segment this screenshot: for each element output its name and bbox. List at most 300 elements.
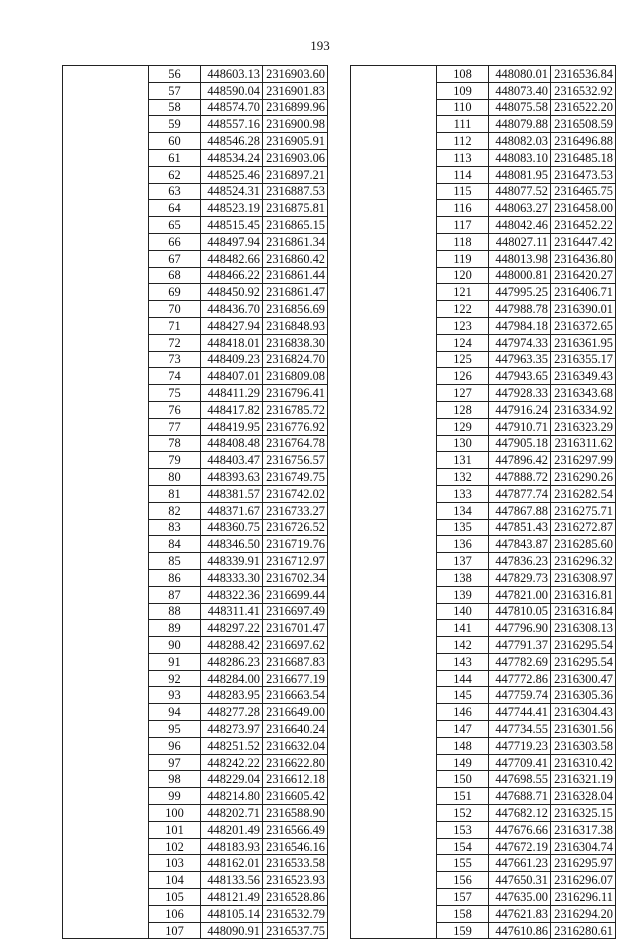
x-coordinate-cell: 447821.00 xyxy=(489,586,551,603)
y-coordinate-cell: 2316290.26 xyxy=(551,469,616,486)
x-coordinate-cell: 448297.22 xyxy=(201,620,263,637)
x-coordinate-cell: 447698.55 xyxy=(489,771,551,788)
y-coordinate-cell: 2316546.16 xyxy=(263,838,328,855)
y-coordinate-cell: 2316325.15 xyxy=(551,805,616,822)
point-number-cell: 83 xyxy=(149,519,201,536)
x-coordinate-cell: 448027.11 xyxy=(489,233,551,250)
y-coordinate-cell: 2316899.96 xyxy=(263,99,328,116)
y-coordinate-cell: 2316719.76 xyxy=(263,536,328,553)
y-coordinate-cell: 2316300.47 xyxy=(551,670,616,687)
x-coordinate-cell: 448333.30 xyxy=(201,569,263,586)
y-coordinate-cell: 2316294.20 xyxy=(551,905,616,922)
y-coordinate-cell: 2316447.42 xyxy=(551,233,616,250)
point-number-cell: 87 xyxy=(149,586,201,603)
y-coordinate-cell: 2316295.54 xyxy=(551,653,616,670)
point-number-cell: 156 xyxy=(437,872,489,889)
point-number-cell: 123 xyxy=(437,317,489,334)
point-number-cell: 85 xyxy=(149,553,201,570)
y-coordinate-cell: 2316496.88 xyxy=(551,133,616,150)
x-coordinate-cell: 447984.18 xyxy=(489,317,551,334)
x-coordinate-cell: 448080.01 xyxy=(489,66,551,83)
x-coordinate-cell: 448418.01 xyxy=(201,334,263,351)
point-number-cell: 64 xyxy=(149,200,201,217)
y-coordinate-cell: 2316887.53 xyxy=(263,183,328,200)
y-coordinate-cell: 2316406.71 xyxy=(551,284,616,301)
point-number-cell: 145 xyxy=(437,687,489,704)
point-number-cell: 81 xyxy=(149,485,201,502)
x-coordinate-cell: 447719.23 xyxy=(489,737,551,754)
point-number-cell: 62 xyxy=(149,166,201,183)
x-coordinate-cell: 448133.56 xyxy=(201,872,263,889)
x-coordinate-cell: 447995.25 xyxy=(489,284,551,301)
point-number-cell: 146 xyxy=(437,704,489,721)
x-coordinate-cell: 448075.58 xyxy=(489,99,551,116)
y-coordinate-cell: 2316301.56 xyxy=(551,721,616,738)
x-coordinate-cell: 447836.23 xyxy=(489,553,551,570)
x-coordinate-cell: 448523.19 xyxy=(201,200,263,217)
x-coordinate-cell: 448450.92 xyxy=(201,284,263,301)
point-number-cell: 71 xyxy=(149,317,201,334)
y-coordinate-cell: 2316901.83 xyxy=(263,82,328,99)
x-coordinate-cell: 448409.23 xyxy=(201,351,263,368)
y-coordinate-cell: 2316285.60 xyxy=(551,536,616,553)
x-coordinate-cell: 447851.43 xyxy=(489,519,551,536)
x-coordinate-cell: 448482.66 xyxy=(201,250,263,267)
y-coordinate-cell: 2316465.75 xyxy=(551,183,616,200)
point-number-cell: 99 xyxy=(149,788,201,805)
x-coordinate-cell: 448229.04 xyxy=(201,771,263,788)
y-coordinate-cell: 2316361.95 xyxy=(551,334,616,351)
x-coordinate-cell: 448077.52 xyxy=(489,183,551,200)
x-coordinate-cell: 447963.35 xyxy=(489,351,551,368)
point-number-cell: 67 xyxy=(149,250,201,267)
point-number-cell: 57 xyxy=(149,82,201,99)
point-number-cell: 98 xyxy=(149,771,201,788)
x-coordinate-cell: 448574.70 xyxy=(201,99,263,116)
y-coordinate-cell: 2316733.27 xyxy=(263,502,328,519)
point-number-cell: 155 xyxy=(437,855,489,872)
x-coordinate-cell: 447810.05 xyxy=(489,603,551,620)
y-coordinate-cell: 2316726.52 xyxy=(263,519,328,536)
x-coordinate-cell: 447974.33 xyxy=(489,334,551,351)
x-coordinate-cell: 448251.52 xyxy=(201,737,263,754)
point-number-cell: 84 xyxy=(149,536,201,553)
x-coordinate-cell: 448081.95 xyxy=(489,166,551,183)
point-number-cell: 137 xyxy=(437,553,489,570)
x-coordinate-cell: 447888.72 xyxy=(489,469,551,486)
x-coordinate-cell: 448408.48 xyxy=(201,435,263,452)
point-number-cell: 142 xyxy=(437,637,489,654)
point-number-cell: 144 xyxy=(437,670,489,687)
x-coordinate-cell: 448524.31 xyxy=(201,183,263,200)
x-coordinate-cell: 447796.90 xyxy=(489,620,551,637)
y-coordinate-cell: 2316905.91 xyxy=(263,133,328,150)
y-coordinate-cell: 2316328.04 xyxy=(551,788,616,805)
point-number-cell: 158 xyxy=(437,905,489,922)
y-coordinate-cell: 2316687.83 xyxy=(263,653,328,670)
x-coordinate-cell: 447759.74 xyxy=(489,687,551,704)
point-number-cell: 132 xyxy=(437,469,489,486)
y-coordinate-cell: 2316588.90 xyxy=(263,805,328,822)
point-number-cell: 157 xyxy=(437,889,489,906)
point-number-cell: 110 xyxy=(437,99,489,116)
point-number-cell: 133 xyxy=(437,485,489,502)
x-coordinate-cell: 447782.69 xyxy=(489,653,551,670)
point-number-cell: 86 xyxy=(149,569,201,586)
point-number-cell: 139 xyxy=(437,586,489,603)
point-number-cell: 153 xyxy=(437,821,489,838)
point-number-cell: 69 xyxy=(149,284,201,301)
point-number-cell: 77 xyxy=(149,418,201,435)
y-coordinate-cell: 2316848.93 xyxy=(263,317,328,334)
page-number: 193 xyxy=(310,38,330,53)
point-number-cell: 130 xyxy=(437,435,489,452)
point-number-cell: 88 xyxy=(149,603,201,620)
point-number-cell: 94 xyxy=(149,704,201,721)
y-coordinate-cell: 2316280.61 xyxy=(551,922,616,939)
y-coordinate-cell: 2316458.00 xyxy=(551,200,616,217)
x-coordinate-cell: 448436.70 xyxy=(201,301,263,318)
y-coordinate-cell: 2316702.34 xyxy=(263,569,328,586)
y-coordinate-cell: 2316334.92 xyxy=(551,401,616,418)
point-number-cell: 97 xyxy=(149,754,201,771)
x-coordinate-cell: 448525.46 xyxy=(201,166,263,183)
point-number-cell: 101 xyxy=(149,821,201,838)
point-number-cell: 147 xyxy=(437,721,489,738)
point-number-cell: 70 xyxy=(149,301,201,318)
x-coordinate-cell: 448079.88 xyxy=(489,116,551,133)
point-number-cell: 72 xyxy=(149,334,201,351)
x-coordinate-cell: 447650.31 xyxy=(489,872,551,889)
point-number-cell: 61 xyxy=(149,149,201,166)
x-coordinate-cell: 448162.01 xyxy=(201,855,263,872)
point-number-cell: 109 xyxy=(437,82,489,99)
x-coordinate-cell: 448214.80 xyxy=(201,788,263,805)
y-coordinate-cell: 2316296.07 xyxy=(551,872,616,889)
point-number-cell: 95 xyxy=(149,721,201,738)
point-number-cell: 116 xyxy=(437,200,489,217)
x-coordinate-cell: 448013.98 xyxy=(489,250,551,267)
table-row xyxy=(351,66,616,83)
y-coordinate-cell: 2316861.44 xyxy=(263,267,328,284)
y-coordinate-cell: 2316311.62 xyxy=(551,435,616,452)
x-coordinate-cell: 448286.23 xyxy=(201,653,263,670)
x-coordinate-cell: 448083.10 xyxy=(489,149,551,166)
point-number-cell: 114 xyxy=(437,166,489,183)
point-number-cell: 79 xyxy=(149,452,201,469)
x-coordinate-cell: 447791.37 xyxy=(489,637,551,654)
point-number-cell: 111 xyxy=(437,116,489,133)
y-coordinate-cell: 2316742.02 xyxy=(263,485,328,502)
y-coordinate-cell: 2316295.54 xyxy=(551,637,616,654)
y-coordinate-cell: 2316372.65 xyxy=(551,317,616,334)
y-coordinate-cell: 2316532.79 xyxy=(263,905,328,922)
x-coordinate-cell: 447672.19 xyxy=(489,838,551,855)
x-coordinate-cell: 447943.65 xyxy=(489,368,551,385)
y-coordinate-cell: 2316272.87 xyxy=(551,519,616,536)
x-coordinate-cell: 448546.28 xyxy=(201,133,263,150)
y-coordinate-cell: 2316473.53 xyxy=(551,166,616,183)
y-coordinate-cell: 2316304.43 xyxy=(551,704,616,721)
y-coordinate-cell: 2316756.57 xyxy=(263,452,328,469)
point-number-cell: 103 xyxy=(149,855,201,872)
x-coordinate-cell: 448427.94 xyxy=(201,317,263,334)
point-number-cell: 149 xyxy=(437,754,489,771)
x-coordinate-cell: 447905.18 xyxy=(489,435,551,452)
y-coordinate-cell: 2316295.97 xyxy=(551,855,616,872)
coordinate-table-left xyxy=(62,65,328,939)
x-coordinate-cell: 448515.45 xyxy=(201,217,263,234)
y-coordinate-cell: 2316838.30 xyxy=(263,334,328,351)
y-coordinate-cell: 2316349.43 xyxy=(551,368,616,385)
y-coordinate-cell: 2316900.98 xyxy=(263,116,328,133)
y-coordinate-cell: 2316343.68 xyxy=(551,385,616,402)
x-coordinate-cell: 448082.03 xyxy=(489,133,551,150)
point-number-cell: 80 xyxy=(149,469,201,486)
point-number-cell: 125 xyxy=(437,351,489,368)
point-number-cell: 126 xyxy=(437,368,489,385)
point-number-cell: 121 xyxy=(437,284,489,301)
y-coordinate-cell: 2316796.41 xyxy=(263,385,328,402)
x-coordinate-cell: 448063.27 xyxy=(489,200,551,217)
x-coordinate-cell: 447734.55 xyxy=(489,721,551,738)
point-number-cell: 104 xyxy=(149,872,201,889)
y-coordinate-cell: 2316537.75 xyxy=(263,922,328,939)
point-number-cell: 56 xyxy=(149,66,201,83)
y-coordinate-cell: 2316697.49 xyxy=(263,603,328,620)
blank-column-cell xyxy=(63,66,149,939)
point-number-cell: 59 xyxy=(149,116,201,133)
y-coordinate-cell: 2316532.92 xyxy=(551,82,616,99)
point-number-cell: 128 xyxy=(437,401,489,418)
point-number-cell: 117 xyxy=(437,217,489,234)
y-coordinate-cell: 2316523.93 xyxy=(263,872,328,889)
point-number-cell: 129 xyxy=(437,418,489,435)
y-coordinate-cell: 2316697.62 xyxy=(263,637,328,654)
point-number-cell: 127 xyxy=(437,385,489,402)
point-number-cell: 91 xyxy=(149,653,201,670)
x-coordinate-cell: 448419.95 xyxy=(201,418,263,435)
point-number-cell: 151 xyxy=(437,788,489,805)
y-coordinate-cell: 2316452.22 xyxy=(551,217,616,234)
y-coordinate-cell: 2316436.80 xyxy=(551,250,616,267)
x-coordinate-cell: 447610.86 xyxy=(489,922,551,939)
point-number-cell: 150 xyxy=(437,771,489,788)
x-coordinate-cell: 448042.46 xyxy=(489,217,551,234)
y-coordinate-cell: 2316522.20 xyxy=(551,99,616,116)
y-coordinate-cell: 2316776.92 xyxy=(263,418,328,435)
x-coordinate-cell: 448497.94 xyxy=(201,233,263,250)
x-coordinate-cell: 448201.49 xyxy=(201,821,263,838)
x-coordinate-cell: 448360.75 xyxy=(201,519,263,536)
point-number-cell: 75 xyxy=(149,385,201,402)
y-coordinate-cell: 2316612.18 xyxy=(263,771,328,788)
x-coordinate-cell: 447661.23 xyxy=(489,855,551,872)
point-number-cell: 60 xyxy=(149,133,201,150)
x-coordinate-cell: 447744.41 xyxy=(489,704,551,721)
x-coordinate-cell: 448073.40 xyxy=(489,82,551,99)
x-coordinate-cell: 447829.73 xyxy=(489,569,551,586)
point-number-cell: 78 xyxy=(149,435,201,452)
x-coordinate-cell: 448411.29 xyxy=(201,385,263,402)
point-number-cell: 82 xyxy=(149,502,201,519)
y-coordinate-cell: 2316875.81 xyxy=(263,200,328,217)
point-number-cell: 89 xyxy=(149,620,201,637)
x-coordinate-cell: 448322.36 xyxy=(201,586,263,603)
point-number-cell: 92 xyxy=(149,670,201,687)
y-coordinate-cell: 2316712.97 xyxy=(263,553,328,570)
point-number-cell: 122 xyxy=(437,301,489,318)
y-coordinate-cell: 2316809.08 xyxy=(263,368,328,385)
x-coordinate-cell: 448557.16 xyxy=(201,116,263,133)
point-number-cell: 107 xyxy=(149,922,201,939)
y-coordinate-cell: 2316317.38 xyxy=(551,821,616,838)
point-number-cell: 154 xyxy=(437,838,489,855)
x-coordinate-cell: 448534.24 xyxy=(201,149,263,166)
y-coordinate-cell: 2316861.47 xyxy=(263,284,328,301)
y-coordinate-cell: 2316508.59 xyxy=(551,116,616,133)
x-coordinate-cell: 448371.67 xyxy=(201,502,263,519)
y-coordinate-cell: 2316323.29 xyxy=(551,418,616,435)
x-coordinate-cell: 448090.91 xyxy=(201,922,263,939)
point-number-cell: 152 xyxy=(437,805,489,822)
y-coordinate-cell: 2316310.42 xyxy=(551,754,616,771)
y-coordinate-cell: 2316897.21 xyxy=(263,166,328,183)
y-coordinate-cell: 2316316.81 xyxy=(551,586,616,603)
blank-column-cell xyxy=(351,66,437,939)
y-coordinate-cell: 2316632.04 xyxy=(263,737,328,754)
x-coordinate-cell: 447867.88 xyxy=(489,502,551,519)
point-number-cell: 106 xyxy=(149,905,201,922)
y-coordinate-cell: 2316785.72 xyxy=(263,401,328,418)
x-coordinate-cell: 448590.04 xyxy=(201,82,263,99)
x-coordinate-cell: 447635.00 xyxy=(489,889,551,906)
table-row xyxy=(63,66,328,83)
y-coordinate-cell: 2316308.13 xyxy=(551,620,616,637)
y-coordinate-cell: 2316861.34 xyxy=(263,233,328,250)
point-number-cell: 140 xyxy=(437,603,489,620)
x-coordinate-cell: 448339.91 xyxy=(201,553,263,570)
y-coordinate-cell: 2316420.27 xyxy=(551,267,616,284)
point-number-cell: 134 xyxy=(437,502,489,519)
y-coordinate-cell: 2316355.17 xyxy=(551,351,616,368)
y-coordinate-cell: 2316663.54 xyxy=(263,687,328,704)
coordinate-table-right xyxy=(350,65,616,939)
y-coordinate-cell: 2316316.84 xyxy=(551,603,616,620)
point-number-cell: 135 xyxy=(437,519,489,536)
x-coordinate-cell: 447916.24 xyxy=(489,401,551,418)
point-number-cell: 131 xyxy=(437,452,489,469)
point-number-cell: 68 xyxy=(149,267,201,284)
x-coordinate-cell: 448288.42 xyxy=(201,637,263,654)
x-coordinate-cell: 448603.13 xyxy=(201,66,263,83)
point-number-cell: 93 xyxy=(149,687,201,704)
y-coordinate-cell: 2316321.19 xyxy=(551,771,616,788)
y-coordinate-cell: 2316824.70 xyxy=(263,351,328,368)
x-coordinate-cell: 448407.01 xyxy=(201,368,263,385)
y-coordinate-cell: 2316485.18 xyxy=(551,149,616,166)
x-coordinate-cell: 447621.83 xyxy=(489,905,551,922)
y-coordinate-cell: 2316640.24 xyxy=(263,721,328,738)
y-coordinate-cell: 2316903.06 xyxy=(263,149,328,166)
y-coordinate-cell: 2316860.42 xyxy=(263,250,328,267)
point-number-cell: 66 xyxy=(149,233,201,250)
y-coordinate-cell: 2316304.74 xyxy=(551,838,616,855)
x-coordinate-cell: 448202.71 xyxy=(201,805,263,822)
point-number-cell: 120 xyxy=(437,267,489,284)
y-coordinate-cell: 2316622.80 xyxy=(263,754,328,771)
x-coordinate-cell: 448284.00 xyxy=(201,670,263,687)
x-coordinate-cell: 448000.81 xyxy=(489,267,551,284)
x-coordinate-cell: 448311.41 xyxy=(201,603,263,620)
x-coordinate-cell: 447688.71 xyxy=(489,788,551,805)
y-coordinate-cell: 2316749.75 xyxy=(263,469,328,486)
x-coordinate-cell: 448417.82 xyxy=(201,401,263,418)
x-coordinate-cell: 448283.95 xyxy=(201,687,263,704)
x-coordinate-cell: 448381.57 xyxy=(201,485,263,502)
y-coordinate-cell: 2316764.78 xyxy=(263,435,328,452)
x-coordinate-cell: 447772.86 xyxy=(489,670,551,687)
x-coordinate-cell: 448105.14 xyxy=(201,905,263,922)
x-coordinate-cell: 447877.74 xyxy=(489,485,551,502)
y-coordinate-cell: 2316308.97 xyxy=(551,569,616,586)
x-coordinate-cell: 448183.93 xyxy=(201,838,263,855)
point-number-cell: 108 xyxy=(437,66,489,83)
point-number-cell: 143 xyxy=(437,653,489,670)
y-coordinate-cell: 2316533.58 xyxy=(263,855,328,872)
x-coordinate-cell: 448273.97 xyxy=(201,721,263,738)
point-number-cell: 74 xyxy=(149,368,201,385)
point-number-cell: 159 xyxy=(437,922,489,939)
point-number-cell: 115 xyxy=(437,183,489,200)
y-coordinate-cell: 2316649.00 xyxy=(263,704,328,721)
point-number-cell: 136 xyxy=(437,536,489,553)
point-number-cell: 119 xyxy=(437,250,489,267)
point-number-cell: 141 xyxy=(437,620,489,637)
y-coordinate-cell: 2316699.44 xyxy=(263,586,328,603)
point-number-cell: 148 xyxy=(437,737,489,754)
point-number-cell: 102 xyxy=(149,838,201,855)
point-number-cell: 90 xyxy=(149,637,201,654)
x-coordinate-cell: 447682.12 xyxy=(489,805,551,822)
x-coordinate-cell: 448393.63 xyxy=(201,469,263,486)
y-coordinate-cell: 2316528.86 xyxy=(263,889,328,906)
y-coordinate-cell: 2316282.54 xyxy=(551,485,616,502)
y-coordinate-cell: 2316297.99 xyxy=(551,452,616,469)
x-coordinate-cell: 447988.78 xyxy=(489,301,551,318)
x-coordinate-cell: 447843.87 xyxy=(489,536,551,553)
point-number-cell: 105 xyxy=(149,889,201,906)
x-coordinate-cell: 447676.66 xyxy=(489,821,551,838)
point-number-cell: 63 xyxy=(149,183,201,200)
y-coordinate-cell: 2316536.84 xyxy=(551,66,616,83)
point-number-cell: 118 xyxy=(437,233,489,250)
point-number-cell: 138 xyxy=(437,569,489,586)
point-number-cell: 76 xyxy=(149,401,201,418)
y-coordinate-cell: 2316865.15 xyxy=(263,217,328,234)
x-coordinate-cell: 447709.41 xyxy=(489,754,551,771)
y-coordinate-cell: 2316677.19 xyxy=(263,670,328,687)
point-number-cell: 58 xyxy=(149,99,201,116)
point-number-cell: 112 xyxy=(437,133,489,150)
y-coordinate-cell: 2316296.32 xyxy=(551,553,616,570)
x-coordinate-cell: 448277.28 xyxy=(201,704,263,721)
y-coordinate-cell: 2316701.47 xyxy=(263,620,328,637)
y-coordinate-cell: 2316390.01 xyxy=(551,301,616,318)
x-coordinate-cell: 448403.47 xyxy=(201,452,263,469)
x-coordinate-cell: 447896.42 xyxy=(489,452,551,469)
y-coordinate-cell: 2316275.71 xyxy=(551,502,616,519)
